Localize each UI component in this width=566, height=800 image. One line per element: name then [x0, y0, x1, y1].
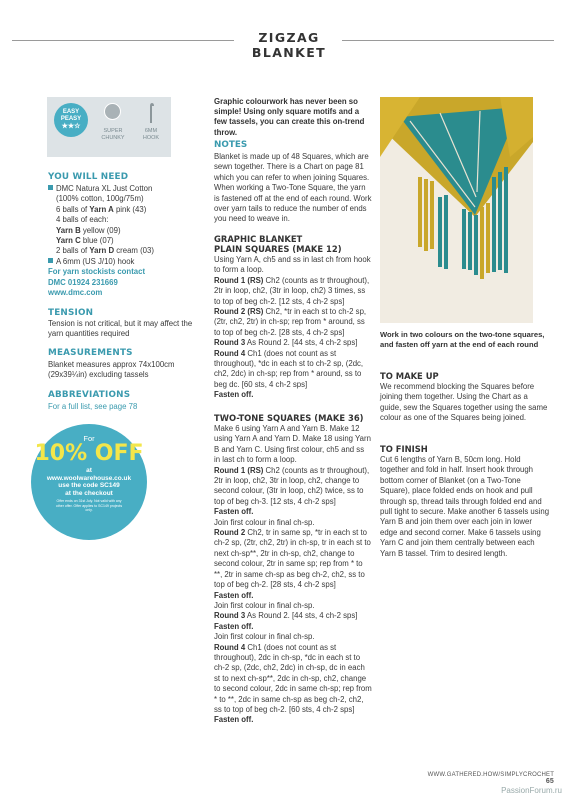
fasten-off: Fasten off. — [214, 621, 254, 631]
yarn-d-label: Yarn D — [89, 246, 115, 256]
stockists-phone: DMC 01924 231669 — [48, 277, 118, 287]
material-line: A 6mm (US J/10) hook — [56, 256, 135, 266]
difficulty-info-box — [47, 97, 171, 157]
page-footer — [418, 772, 554, 785]
offer-for: For — [83, 434, 95, 443]
page-title: ZIGZAG BLANKET — [251, 30, 327, 60]
measurements-text: Blanket measures approx 74x100cm (29x39¼in) excluding tassels — [48, 360, 175, 380]
round-text: Ch2, *tr in each st to ch-2 sp, (2tr, ch2, 2tr) in ch-sp; rep from * around, ss to top of beg ch-2. [28 sts, 4 ch-2 sps] — [214, 307, 367, 337]
round-label: Round 3 — [214, 611, 246, 621]
badge-line-2: PEASY — [60, 116, 82, 122]
measurements-heading: MEASUREMENTS — [48, 348, 133, 358]
offer-small-print: Offer ends on 31st July. Not valid with any other offer. Offer applies to SC149 projects only. — [55, 499, 123, 512]
round-text: Ch2 (counts as tr throughout), 2tr in loop, ch2, 3tr in loop, ch2, change to second colour, (3tr in loop, ch2) twice, ss to top of beg ch-3. [12 sts, 4 ch-2 sps] — [214, 465, 370, 506]
star-rating-icon: ★★☆ — [61, 123, 81, 130]
easy-peasy-badge — [54, 103, 88, 137]
material-text: 6 balls of — [56, 204, 90, 214]
material-line: DMC Natura XL Just Cotton — [56, 184, 153, 193]
material-text: blue (07) — [80, 236, 114, 246]
round-label: Round 4 — [214, 642, 246, 652]
two-tone-squares-pattern — [214, 424, 372, 726]
join-colour: Join first colour in final ch-sp. — [214, 517, 315, 527]
material-text: 2 balls of — [56, 246, 90, 256]
abbreviations-text: For a full list, see page 78 — [48, 402, 138, 411]
offer-headline: 10% OFF — [34, 441, 144, 466]
blanket-photo — [380, 97, 533, 323]
material-text: pink (43) — [113, 204, 147, 214]
tension-heading: TENSION — [48, 308, 94, 318]
header-rule-right — [342, 40, 554, 41]
bullet-icon — [48, 185, 53, 190]
round-label: Round 3 — [214, 338, 246, 348]
discount-offer-roundel[interactable] — [31, 424, 147, 540]
join-colour: Join first colour in final ch-sp. — [214, 632, 315, 642]
fasten-off: Fasten off. — [214, 715, 254, 725]
round-label: Round 2 (RS) — [214, 307, 264, 317]
yarn-a-label: Yarn A — [89, 204, 114, 214]
stockists-line: For yarn stockists contact — [48, 267, 146, 277]
material-text: yellow (09) — [80, 225, 121, 235]
plain-intro: Using Yarn A, ch5 and ss in last ch from hook to form a loop. — [214, 255, 371, 275]
hook-size-label — [135, 128, 167, 142]
yarn-c-label: Yarn C — [56, 236, 81, 246]
offer-line: at the checkout — [65, 489, 113, 497]
to-finish-heading: TO FINISH — [380, 444, 428, 454]
fasten-off: Fasten off. — [214, 390, 254, 400]
fasten-off: Fasten off. — [214, 507, 254, 517]
stockists-link[interactable]: www.dmc.com — [48, 288, 103, 298]
round-text: As Round 2. [44 sts, 4 ch-2 sps] — [245, 611, 358, 621]
plain-squares-pattern — [214, 255, 372, 401]
header-rule-left — [12, 40, 234, 41]
material-text: cream (03) — [114, 246, 154, 256]
yarn-weight-line-1: SUPER — [103, 128, 123, 134]
offer-code: use the code SC149 — [58, 482, 120, 490]
materials-list — [48, 184, 198, 298]
blanket-illustration — [380, 97, 533, 323]
hook-size-line-1: 6MM — [144, 128, 158, 134]
two-tone-intro: Make 6 using Yarn A and Yarn B. Make 12 using Yarn A and Yarn D. Make 18 using Yarn B and Yarn C. Using first colour, ch5 and ss in last ch to form a loop. — [214, 424, 371, 465]
offer-details — [31, 467, 147, 497]
yarn-weight-label — [97, 128, 129, 142]
plain-squares-heading: PLAIN SQUARES (MAKE 12) — [214, 244, 342, 254]
yarn-b-label: Yarn B — [56, 225, 81, 235]
round-label: Round 1 (RS) — [214, 465, 264, 475]
bullet-icon — [48, 258, 53, 263]
round-label: Round 1 (RS) — [214, 275, 264, 285]
abbreviations-heading: ABBREVIATIONS — [48, 390, 131, 400]
watermark: PassionForum.ru — [501, 786, 562, 795]
round-text: Ch2, tr in same sp, *tr in each st to ch-2 sp, (2tr, ch2, 2tr) in ch-sp, tr in each st to next ch-sp**, 2tr in ch-sp, ch2, change to second colour, 2tr in same sp; rep from * to **, 2tr in same ch-sp as beg ch-2, ch2, ss to top of beg ch-2. [28 sts, 4 ch-2 sps] — [214, 528, 371, 590]
graphic-blanket-heading: GRAPHIC BLANKET — [214, 234, 303, 244]
material-line: 4 balls of each: — [56, 215, 109, 225]
fasten-off: Fasten off. — [214, 590, 254, 600]
hook-size-line-2: HOOK — [142, 135, 160, 141]
round-text: Ch1 (does not count as st throughout), 2dc in ch-sp, *dc in each st to ch-2 sp, (2dc, ch2, 2dc) in ch-sp, dc in each st to next ch-sp**, 2dc in ch-sp, ch2, change to second colour, 2dc in same ch-sp; rep from * to **, 2dc in same ch-sp as beg ch-2, ch2, ss to top of beg ch-2. [60 sts, 4 ch-2 sps] — [214, 642, 372, 714]
photo-caption: Work in two colours on the two-tone squares, and fasten off yarn at the end of each round — [380, 330, 545, 350]
notes-text: Blanket is made up of 48 Squares, which are sewn together. There is a Chart on page 81 which you can refer to when joining Squares. When working a Two-Tone Square, the yarn is fastened off at the end of each round. Work over yarn tails to reduce the number of ends you need to weave in. — [214, 152, 372, 224]
make-up-text: We recommend blocking the Squares before joining them together. Using the Chart as a guide, sew the Squares together using the same colour as one of the Squares being joined. — [380, 382, 548, 423]
join-colour: Join first colour in final ch-sp. — [214, 600, 315, 610]
round-text: As Round 2. [44 sts, 4 ch-2 sps] — [245, 338, 358, 348]
badge-line-1: EASY — [62, 109, 80, 115]
page-number: 65 — [545, 778, 554, 785]
round-label: Round 2 — [214, 528, 246, 538]
offer-url: www.woolwarehouse.co.uk — [46, 474, 132, 482]
to-finish-text: Cut 6 lengths of Yarn B, 50cm long. Hold together and fold in half. Insert hook through bottom corner of Blanket (on a Two-Tone Square), place folded ends on hook and pull through sp, thread tails through folded end and pull tight to secure. Make another 6 tassels using Yarn B and join them over each join in lower edge and second corner. Make 6 tassels using Yarn C and join them centrally between each Yarn B tassel. Trim to desired length. — [380, 455, 550, 558]
make-up-heading: TO MAKE UP — [380, 371, 439, 381]
material-line: (100% cotton, 100g/75m) — [56, 194, 144, 204]
round-text: Ch1 (does not count as st throughout), *dc in each st to ch-2 sp, (2dc, ch2, 2dc) in ch-sp; rep from * around, ss to beg dc. [60 sts, 4 ch-2 sps] — [214, 348, 364, 389]
two-tone-squares-heading: TWO-TONE SQUARES (MAKE 36) — [214, 413, 364, 423]
notes-heading: NOTES — [214, 140, 248, 150]
intro-text: Graphic colourwork has never been so simple! Using only square motifs and a few tassels, you can create this on-trend throw. — [214, 97, 365, 137]
yarn-weight-line-2: CHUNKY — [101, 135, 125, 141]
tension-text: Tension is not critical, but it may affect the yarn quantities required — [48, 319, 193, 339]
you-will-need-heading: YOU WILL NEED — [48, 172, 129, 182]
offer-line: at — [86, 467, 92, 474]
yarn-ball-icon — [104, 103, 121, 120]
round-label: Round 4 — [214, 348, 246, 358]
footer-site[interactable]: WWW.GATHERED.HOW/SIMPLYCROCHET — [427, 772, 554, 778]
crochet-hook-icon — [146, 102, 156, 124]
round-text: Ch2 (counts as tr throughout), 2tr in loop, ch2, (3tr in loop, ch2) 3 times, ss to top of beg ch-2. [12 sts, 4 ch-2 sps] — [214, 275, 370, 306]
